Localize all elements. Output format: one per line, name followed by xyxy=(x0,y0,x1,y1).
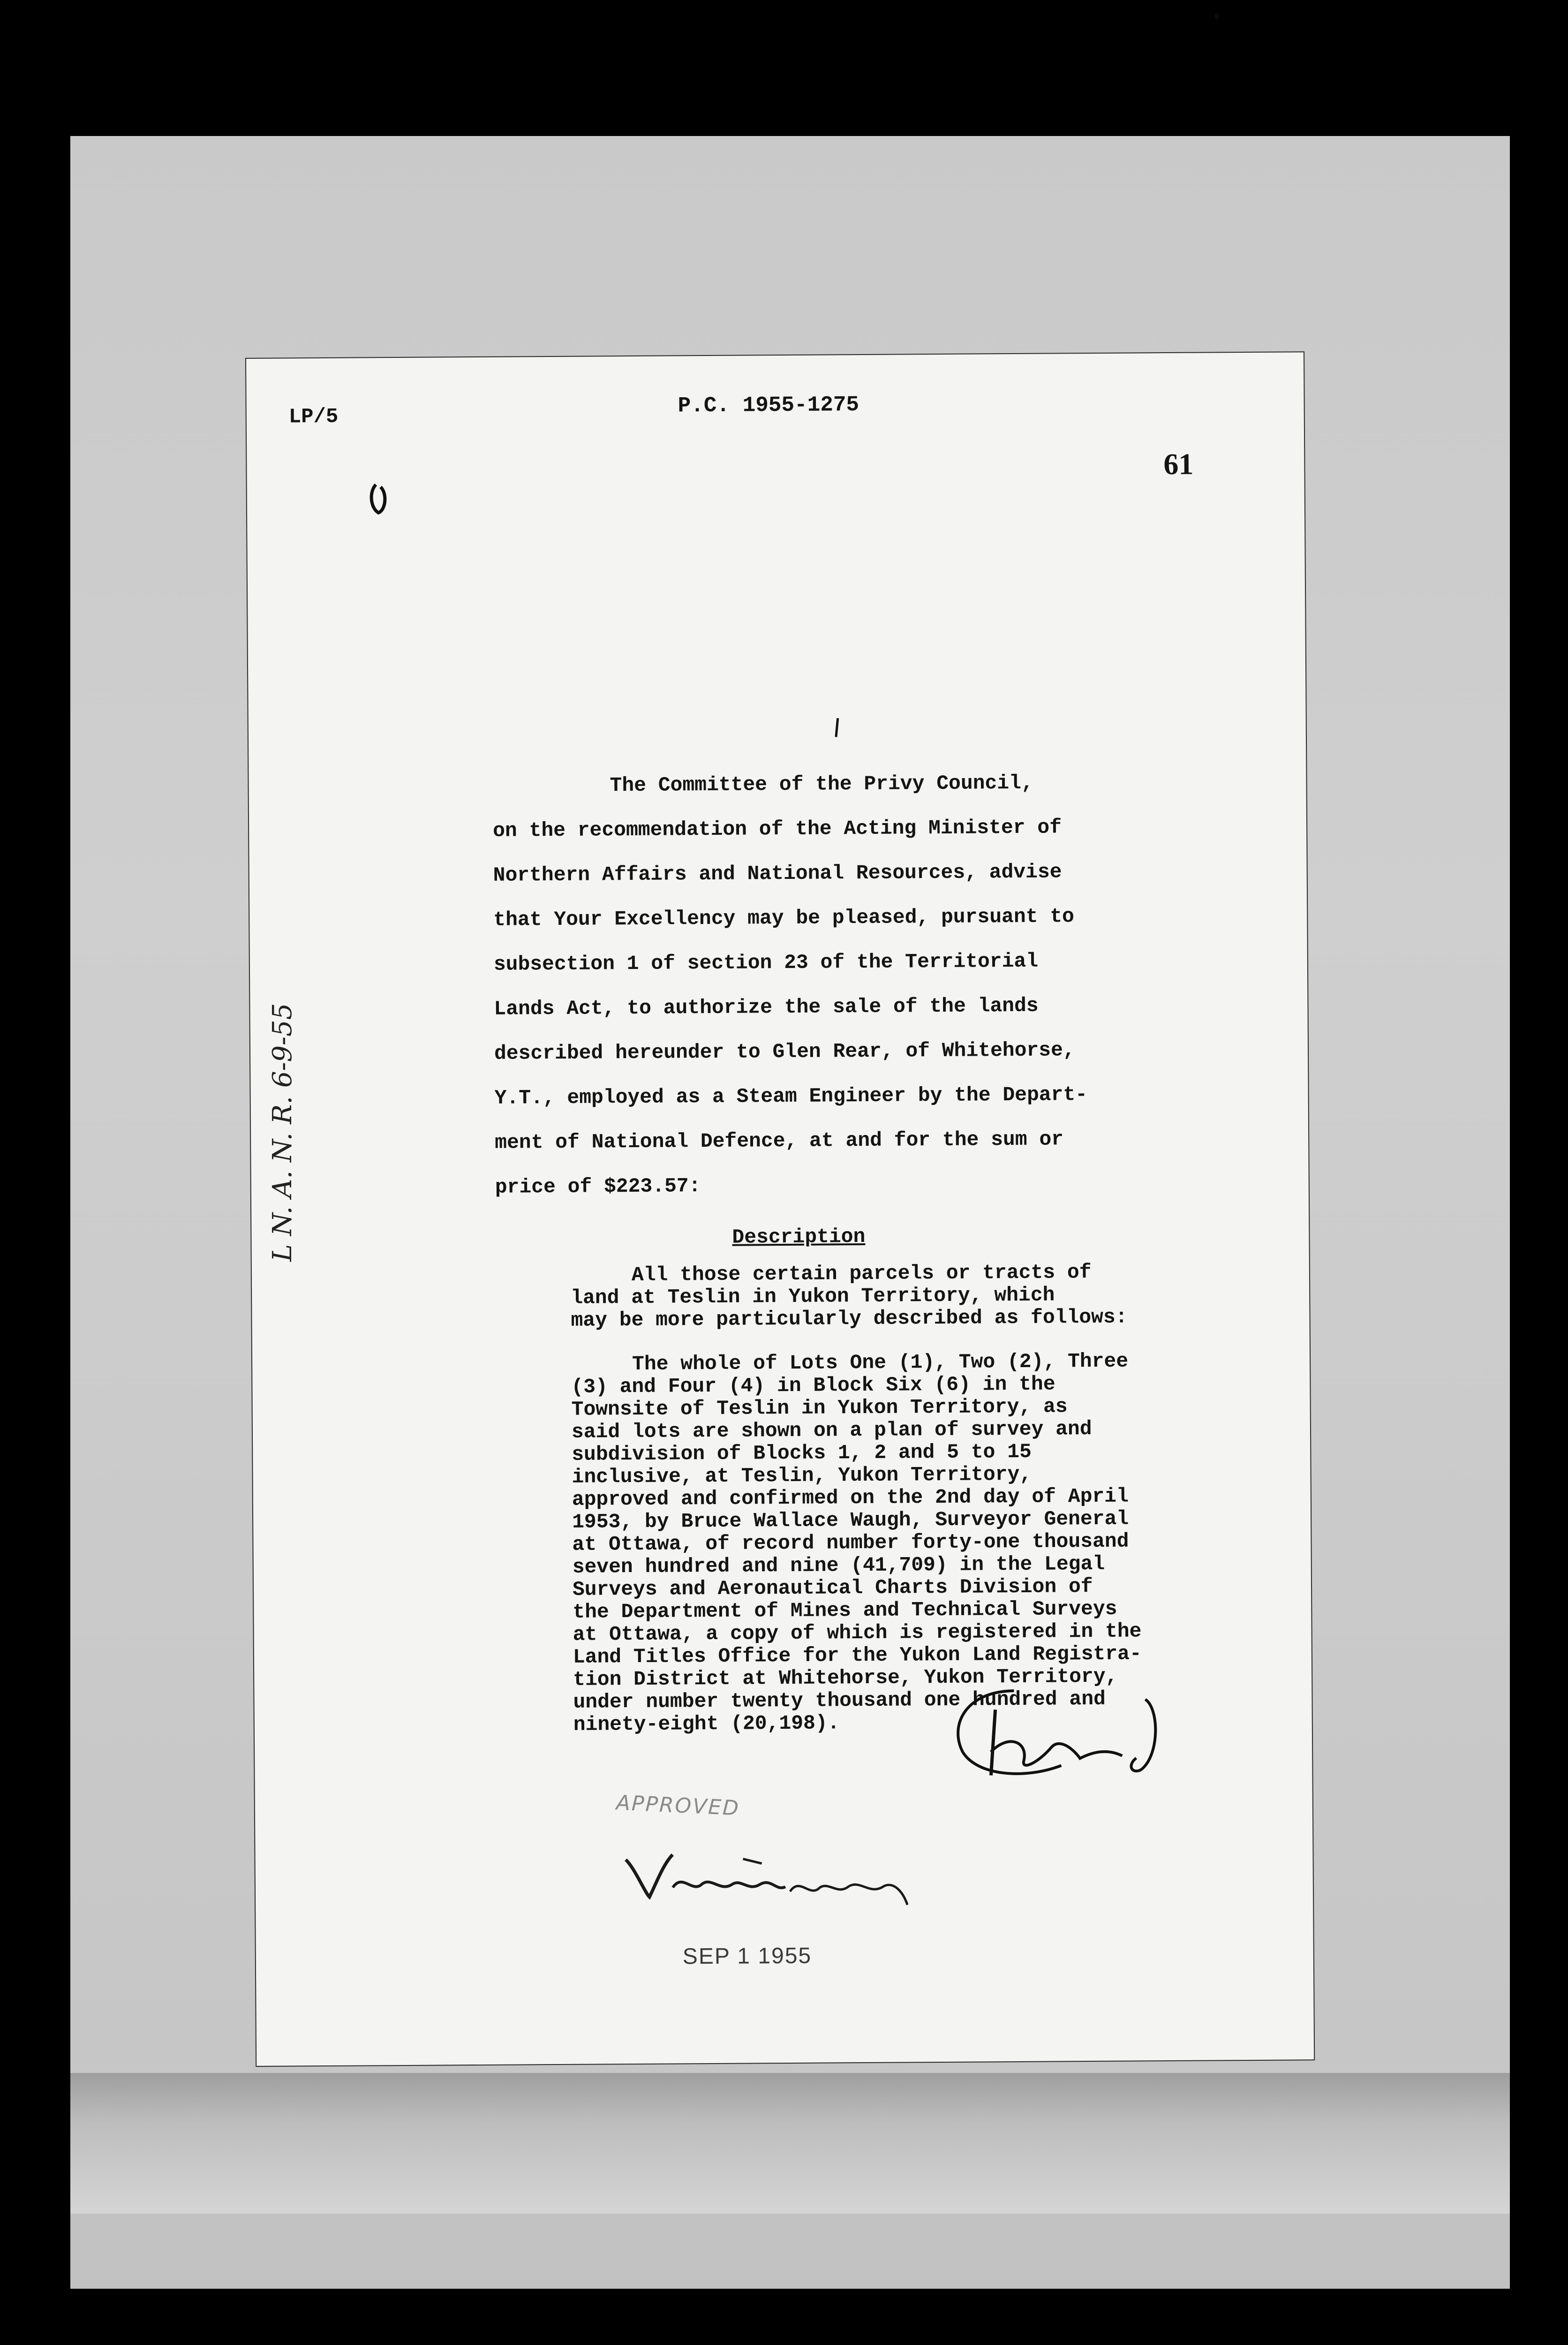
margin-note: L N. A. N. R. 6-9-55 xyxy=(267,1003,298,1262)
description-line: inclusive, at Teslin, Yukon Territory, xyxy=(572,1462,1032,1489)
document-sheet xyxy=(246,352,1314,2066)
body-line: Northern Affairs and National Resources, advise xyxy=(493,860,1062,887)
description-line: Land Titles Office for the Yukon Land Registra- xyxy=(573,1642,1142,1669)
approved-stamp: APPROVED xyxy=(615,1791,741,1821)
description-line: approved and confirmed on the 2nd day of April xyxy=(572,1484,1129,1511)
body-line: Lands Act, to authorize the sale of the lands xyxy=(494,994,1039,1021)
description-line: may be more particularly described as follows: xyxy=(571,1305,1128,1332)
description-line: Surveys and Aeronautical Charts Division of xyxy=(572,1575,1093,1601)
body-line: price of $223.57: xyxy=(495,1174,701,1199)
order-number: P.C. 1955-1275 xyxy=(678,393,859,418)
description-heading: Description xyxy=(732,1225,866,1249)
description-line: land at Teslin in Yukon Territory, which xyxy=(571,1283,1055,1309)
file-code: LP/5 xyxy=(288,405,339,429)
initials-signature xyxy=(939,1680,1192,1790)
bottom-backing-strip xyxy=(70,2214,1510,2289)
description-line: said lots are shown on a plan of survey and xyxy=(571,1417,1092,1444)
body-line: subsection 1 of section 23 of the Territorial xyxy=(493,949,1039,976)
description-line: All those certain parcels or tracts of xyxy=(631,1261,1092,1287)
description-line: 1953, by Bruce Wallace Waugh, Surveyor General xyxy=(572,1507,1129,1534)
approver-signature xyxy=(621,1839,921,1921)
page-number: 61 xyxy=(1163,447,1194,481)
description-line: under number twenty thousand one hundred and xyxy=(573,1687,1106,1714)
description-line: at Ottawa, a copy of which is registered in the xyxy=(573,1619,1142,1646)
description-line: at Ottawa, of record number forty-one thousand xyxy=(572,1529,1129,1556)
description-line: Townsite of Teslin in Yukon Territory, as xyxy=(571,1395,1068,1421)
description-line: subdivision of Blocks 1, 2 and 5 to 15 xyxy=(572,1440,1032,1466)
body-line: that Your Excellency may be pleased, pursuant to xyxy=(493,905,1075,931)
body-line: ment of National Defence, at and for the sum or xyxy=(495,1127,1064,1154)
description-line: The whole of Lots One (1), Two (2), Three xyxy=(632,1349,1129,1376)
ink-tick-icon xyxy=(832,716,842,740)
body-line: described hereunder to Glen Rear, of Whitehorse, xyxy=(494,1038,1075,1065)
approval-date-stamp: SEP 1 1955 xyxy=(682,1943,812,1969)
description-line: ninety-eight (20,198). xyxy=(573,1711,840,1736)
body-line: Y.T., employed as a Steam Engineer by the Depart- xyxy=(494,1083,1088,1110)
description-line: tion District at Whitehorse, Yukon Territory, xyxy=(573,1664,1118,1691)
description-line: the Department of Mines and Technical Surveys xyxy=(573,1597,1117,1624)
description-line: seven hundred and nine (41,709) in the Legal xyxy=(572,1552,1105,1579)
pencil-mark-icon xyxy=(367,480,395,517)
body-line: on the recommendation of the Acting Minister of xyxy=(493,816,1062,842)
body-line: The Committee of the Privy Council, xyxy=(610,771,1033,797)
description-line: (3) and Four (4) in Block Six (6) in the xyxy=(571,1372,1055,1399)
lower-backing-strip xyxy=(70,2073,1510,2214)
film-speck xyxy=(1214,13,1219,20)
